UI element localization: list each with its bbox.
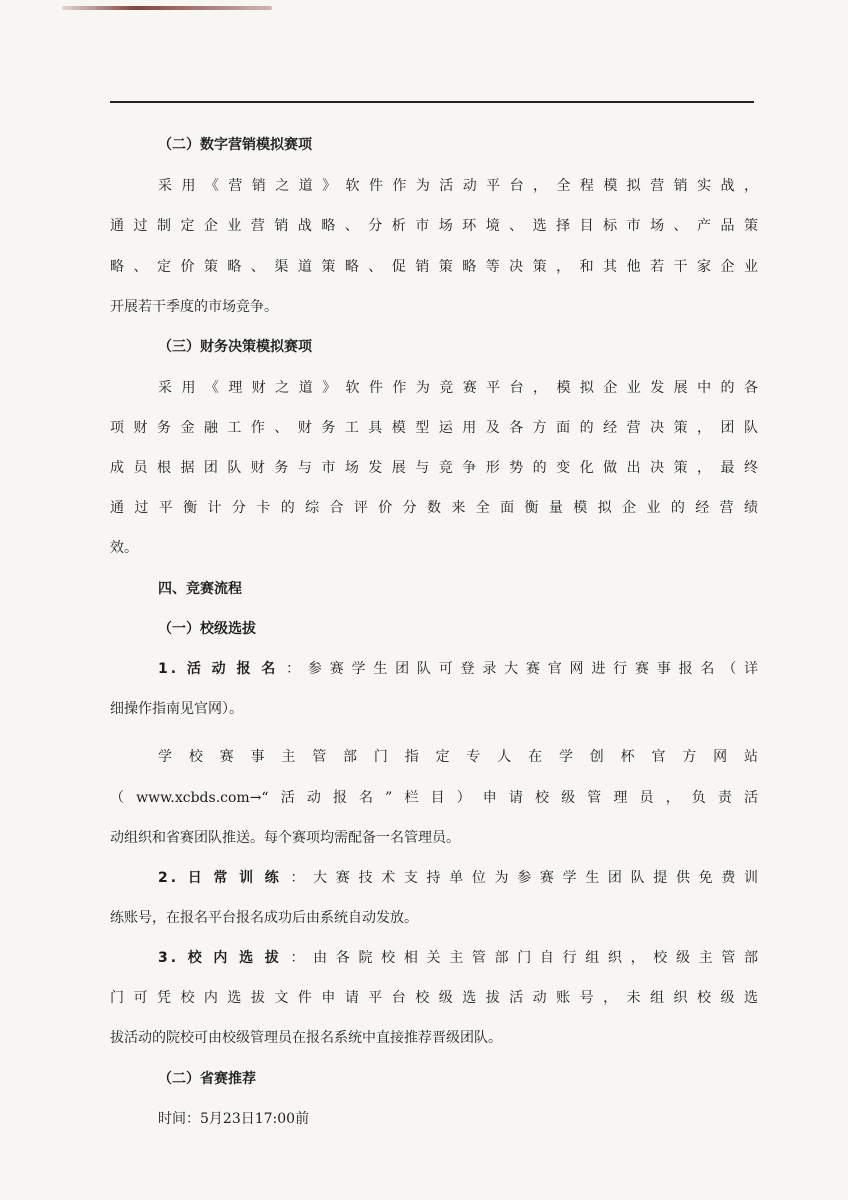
paragraph-line: 拔活动的院校可由校级管理员在报名系统中直接推荐晋级团队。	[110, 1030, 502, 1046]
paragraph-line: 练账号，在报名平台报名成功后由系统自动发放。	[110, 910, 418, 926]
item-text: ：由各院校相关主管部门自行组织，校级主管部	[290, 950, 759, 966]
labeled-line-daily-training	[158, 863, 758, 893]
labeled-line-campus-selection	[158, 943, 758, 973]
item-label-daily-training: 2.日常训练	[158, 870, 291, 886]
paragraph-line: 通过制定企业营销战略、分析市场环境、选择目标市场、产品策	[110, 218, 758, 234]
header-rule	[110, 101, 754, 103]
section-heading-finance-decision: （三）财务决策模拟赛项	[158, 339, 312, 355]
item-text: ：参赛学生团队可登录大赛官网进行赛事报名（详	[286, 661, 759, 677]
labeled-line-registration	[158, 654, 758, 684]
paragraph-line: 采用《理财之道》软件作为竞赛平台，模拟企业发展中的各	[158, 380, 758, 396]
paragraph-line: （www.xcbds.com→“活动报名”栏目）申请校级管理员，负责活	[110, 790, 758, 806]
item-label-registration: 1.活动报名	[158, 661, 287, 677]
paragraph-line: 成员根据团队财务与市场发展与竞争形势的变化做出决策，最终	[110, 460, 758, 476]
paragraph-line: 采用《营销之道》软件作为活动平台，全程模拟营销实战，	[158, 178, 758, 194]
paragraph-line: 效。	[110, 540, 138, 556]
item-text: ：大赛技术支持单位为参赛学生团队提供免费训	[290, 870, 759, 886]
paragraph-line: 通过平衡计分卡的综合评价分数来全面衡量模拟企业的经营绩	[110, 500, 758, 516]
paragraph-line: 门可凭校内选拔文件申请平台校级选拔活动账号，未组织校级选	[110, 990, 758, 1006]
paragraph-line: 开展若干季度的市场竞争。	[110, 299, 278, 315]
section-heading-school-selection: （一）校级选拔	[158, 621, 256, 637]
paragraph-line: 细操作指南见官网）。	[110, 701, 243, 717]
paragraph-line: 项财务金融工作、财务工具模型运用及各方面的经营决策，团队	[110, 420, 758, 436]
section-heading-provincial-recommendation: （二）省赛推荐	[158, 1071, 256, 1087]
paragraph-line: 学校赛事主管部门指定专人在学创杯官方网站	[158, 749, 758, 765]
paragraph-line: 动组织和省赛团队推送。每个赛项均需配备一名管理员。	[110, 830, 460, 846]
deadline-line: 时间：5月23日17:00前	[158, 1111, 310, 1127]
section-heading-digital-marketing: （二）数字营销模拟赛项	[158, 137, 312, 153]
item-label-campus-selection: 3.校内选拔	[158, 950, 291, 966]
paragraph-line: 略、定价策略、渠道策略、促销策略等决策，和其他若干家企业	[110, 259, 758, 275]
scan-artifact-mark	[62, 6, 272, 10]
section-heading-competition-process: 四、竞赛流程	[158, 581, 242, 597]
